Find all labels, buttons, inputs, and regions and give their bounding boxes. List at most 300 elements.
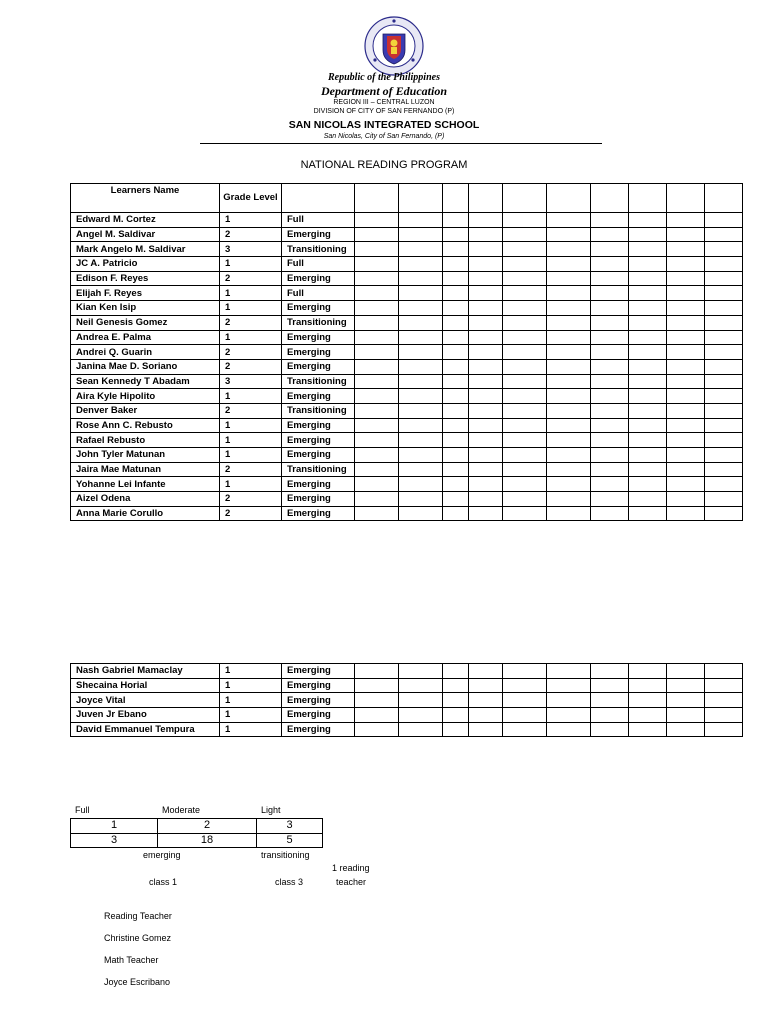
learner-name: Edward M. Cortez xyxy=(71,213,220,228)
grade-level: 1 xyxy=(220,693,282,708)
reading-status: Emerging xyxy=(282,418,355,433)
summary-cell: 1 xyxy=(71,819,158,834)
empty-cell xyxy=(399,418,443,433)
empty-cell xyxy=(547,433,591,448)
empty-cell xyxy=(591,418,629,433)
table-row xyxy=(71,359,743,374)
empty-cell xyxy=(547,403,591,418)
grade-level: 1 xyxy=(220,448,282,463)
empty-cell xyxy=(629,315,667,330)
empty-cell xyxy=(443,213,469,228)
empty-cell xyxy=(547,374,591,389)
empty-cell xyxy=(443,506,469,521)
table-row xyxy=(71,678,743,693)
empty-cell xyxy=(503,315,547,330)
empty-cell xyxy=(503,359,547,374)
reading-status: Full xyxy=(282,257,355,272)
empty-cell xyxy=(667,213,705,228)
empty-cell xyxy=(503,403,547,418)
empty-cell xyxy=(667,448,705,463)
empty-cell xyxy=(399,213,443,228)
grade-level: 2 xyxy=(220,315,282,330)
empty-cell xyxy=(667,506,705,521)
empty-cell xyxy=(705,301,743,316)
learner-name: David Emmanuel Tempura xyxy=(71,722,220,737)
empty-cell xyxy=(705,315,743,330)
empty-cell xyxy=(629,693,667,708)
reading-status: Transitioning xyxy=(282,315,355,330)
grade-level: 1 xyxy=(220,257,282,272)
empty-cell xyxy=(667,708,705,723)
grade-level: 1 xyxy=(220,477,282,492)
empty-cell xyxy=(705,433,743,448)
table-row xyxy=(71,242,743,257)
empty-cell xyxy=(355,506,399,521)
empty-cell xyxy=(705,345,743,360)
reading-status: Full xyxy=(282,286,355,301)
empty-cell xyxy=(399,678,443,693)
division-line: DIVISION OF CITY OF SAN FERNANDO (P) xyxy=(313,108,455,115)
empty-cell xyxy=(667,345,705,360)
staff-reading-teacher-name: Christine Gomez xyxy=(104,933,172,943)
empty-cell xyxy=(503,242,547,257)
summary-table xyxy=(70,818,323,848)
reading-status: Emerging xyxy=(282,301,355,316)
empty-cell xyxy=(355,693,399,708)
empty-cell xyxy=(443,301,469,316)
empty-cell xyxy=(443,330,469,345)
table-row xyxy=(71,477,743,492)
empty-cell xyxy=(399,345,443,360)
empty-cell xyxy=(629,389,667,404)
empty-cell xyxy=(547,477,591,492)
summary-cell: 5 xyxy=(257,833,323,848)
empty-cell xyxy=(469,345,503,360)
empty-cell xyxy=(591,286,629,301)
learner-name: Janina Mae D. Soriano xyxy=(71,359,220,374)
reading-status: Emerging xyxy=(282,664,355,679)
empty-cell xyxy=(443,389,469,404)
empty-cell xyxy=(591,693,629,708)
empty-cell xyxy=(667,271,705,286)
empty-cell xyxy=(469,271,503,286)
empty-cell xyxy=(547,257,591,272)
empty-cell xyxy=(355,448,399,463)
reading-status: Emerging xyxy=(282,433,355,448)
grade-level: 2 xyxy=(220,506,282,521)
grade-level: 2 xyxy=(220,227,282,242)
learner-name: Edison F. Reyes xyxy=(71,271,220,286)
grade-level: 2 xyxy=(220,492,282,507)
learner-name: Yohanne Lei Infante xyxy=(71,477,220,492)
empty-cell xyxy=(443,433,469,448)
empty-cell xyxy=(629,664,667,679)
learner-name: Rafael Rebusto xyxy=(71,433,220,448)
empty-cell xyxy=(591,242,629,257)
learner-name: Joyce Vital xyxy=(71,693,220,708)
reading-status: Emerging xyxy=(282,506,355,521)
empty-cell xyxy=(705,374,743,389)
table-row xyxy=(71,213,743,228)
empty-cell xyxy=(547,664,591,679)
table-row xyxy=(71,257,743,272)
empty-cell xyxy=(591,492,629,507)
empty-cell xyxy=(399,374,443,389)
empty-cell xyxy=(355,315,399,330)
label-transitioning: transitioning xyxy=(261,850,310,860)
empty-cell xyxy=(547,345,591,360)
empty-cell xyxy=(469,374,503,389)
grade-level: 2 xyxy=(220,403,282,418)
empty-cell xyxy=(443,359,469,374)
reading-status: Emerging xyxy=(282,389,355,404)
empty-cell xyxy=(591,227,629,242)
empty-cell xyxy=(629,286,667,301)
empty-cell xyxy=(469,315,503,330)
empty-cell xyxy=(503,374,547,389)
empty-cell xyxy=(503,389,547,404)
empty-cell xyxy=(443,227,469,242)
empty-cell xyxy=(443,257,469,272)
empty-cell xyxy=(469,462,503,477)
empty-cell xyxy=(469,389,503,404)
learner-name: Aira Kyle Hipolito xyxy=(71,389,220,404)
school-address: San Nicolas, City of San Fernando, (P) xyxy=(323,133,445,140)
empty-cell xyxy=(667,389,705,404)
grade-level: 2 xyxy=(220,345,282,360)
empty-cell xyxy=(469,708,503,723)
learner-name: Andrei Q. Guarin xyxy=(71,345,220,360)
learner-name: Juven Jr Ebano xyxy=(71,708,220,723)
empty-cell xyxy=(503,678,547,693)
empty-cell xyxy=(355,492,399,507)
empty-cell xyxy=(705,242,743,257)
empty-cell xyxy=(399,708,443,723)
learner-name: Rose Ann C. Rebusto xyxy=(71,418,220,433)
empty-cell xyxy=(469,492,503,507)
empty-cell xyxy=(469,664,503,679)
empty-cell xyxy=(629,433,667,448)
empty-cell xyxy=(469,359,503,374)
empty-cell xyxy=(443,418,469,433)
empty-cell xyxy=(443,693,469,708)
empty-cell xyxy=(591,664,629,679)
empty-cell xyxy=(443,374,469,389)
empty-cell xyxy=(667,227,705,242)
empty-cell xyxy=(591,389,629,404)
empty-cell xyxy=(469,403,503,418)
empty-cell xyxy=(547,462,591,477)
learner-name: Sean Kennedy T Abadam xyxy=(71,374,220,389)
label-class-1: class 1 xyxy=(149,877,178,887)
empty-cell xyxy=(469,330,503,345)
empty-cell xyxy=(503,448,547,463)
empty-cell xyxy=(629,477,667,492)
empty-cell xyxy=(629,448,667,463)
empty-cell xyxy=(399,257,443,272)
empty-cell xyxy=(399,359,443,374)
empty-cell xyxy=(355,678,399,693)
empty-cell xyxy=(399,242,443,257)
empty-cell xyxy=(667,315,705,330)
empty-cell xyxy=(705,708,743,723)
table-row xyxy=(71,389,743,404)
reading-status: Emerging xyxy=(282,492,355,507)
empty-cell xyxy=(667,242,705,257)
empty-cell xyxy=(355,213,399,228)
learner-name: Shecaina Horial xyxy=(71,678,220,693)
empty-cell xyxy=(443,722,469,737)
empty-cell xyxy=(355,330,399,345)
table-header-row xyxy=(71,184,743,213)
learner-name: Mark Angelo M. Saldivar xyxy=(71,242,220,257)
grade-level: 1 xyxy=(220,664,282,679)
learner-name: John Tyler Matunan xyxy=(71,448,220,463)
empty-cell xyxy=(469,227,503,242)
empty-cell xyxy=(503,433,547,448)
empty-cell xyxy=(591,477,629,492)
table-row xyxy=(71,345,743,360)
empty-cell xyxy=(547,678,591,693)
summary-cell: 3 xyxy=(71,833,158,848)
summary-row xyxy=(71,833,323,848)
empty-cell xyxy=(355,403,399,418)
grade-level: 2 xyxy=(220,271,282,286)
empty-cell xyxy=(443,678,469,693)
empty-cell xyxy=(667,418,705,433)
summary-cell: 3 xyxy=(257,819,323,834)
empty-cell xyxy=(469,477,503,492)
empty-cell xyxy=(629,271,667,286)
empty-cell xyxy=(399,315,443,330)
empty-cell xyxy=(355,345,399,360)
grade-level: 1 xyxy=(220,213,282,228)
note-teacher: teacher xyxy=(336,877,367,887)
learner-name: Elijah F. Reyes xyxy=(71,286,220,301)
empty-cell xyxy=(705,257,743,272)
empty-cell xyxy=(547,242,591,257)
note-reading: 1 reading xyxy=(332,863,370,873)
empty-cell xyxy=(399,301,443,316)
empty-cell xyxy=(705,403,743,418)
empty-cell xyxy=(503,492,547,507)
reading-status: Emerging xyxy=(282,345,355,360)
empty-cell xyxy=(355,477,399,492)
empty-cell xyxy=(469,242,503,257)
learner-name: Kian Ken Isip xyxy=(71,301,220,316)
empty-cell xyxy=(399,403,443,418)
empty-cell xyxy=(547,301,591,316)
empty-cell xyxy=(629,403,667,418)
empty-cell xyxy=(629,492,667,507)
empty-cell xyxy=(667,693,705,708)
learner-name: Neil Genesis Gomez xyxy=(71,315,220,330)
department-line: Department of Education xyxy=(320,84,447,98)
empty-cell xyxy=(667,492,705,507)
region-line: REGION III – CENTRAL LUZON xyxy=(333,99,435,106)
empty-cell xyxy=(591,345,629,360)
grade-level: 3 xyxy=(220,242,282,257)
empty-cell xyxy=(667,462,705,477)
empty-cell xyxy=(443,664,469,679)
empty-cell xyxy=(503,477,547,492)
empty-cell xyxy=(591,359,629,374)
empty-cell xyxy=(547,389,591,404)
summary-cell: 2 xyxy=(158,819,257,834)
empty-cell xyxy=(667,257,705,272)
empty-cell xyxy=(705,389,743,404)
table-row xyxy=(71,418,743,433)
reading-status: Transitioning xyxy=(282,403,355,418)
empty-cell xyxy=(629,213,667,228)
empty-cell xyxy=(591,271,629,286)
empty-cell xyxy=(591,213,629,228)
empty-cell xyxy=(443,242,469,257)
table-row xyxy=(71,693,743,708)
empty-cell xyxy=(355,271,399,286)
reading-status: Transitioning xyxy=(282,242,355,257)
learner-name: Anna Marie Corullo xyxy=(71,506,220,521)
learner-name: Denver Baker xyxy=(71,403,220,418)
empty-cell xyxy=(629,242,667,257)
reading-status: Emerging xyxy=(282,722,355,737)
empty-cell xyxy=(629,257,667,272)
empty-cell xyxy=(547,227,591,242)
empty-cell xyxy=(355,374,399,389)
empty-cell xyxy=(629,374,667,389)
learner-name: Aizel Odena xyxy=(71,492,220,507)
empty-cell xyxy=(399,227,443,242)
empty-cell xyxy=(629,418,667,433)
empty-cell xyxy=(591,257,629,272)
grade-level: 1 xyxy=(220,678,282,693)
learner-name: Andrea E. Palma xyxy=(71,330,220,345)
empty-cell xyxy=(667,301,705,316)
empty-cell xyxy=(629,722,667,737)
empty-cell xyxy=(667,286,705,301)
empty-cell xyxy=(705,678,743,693)
empty-cell xyxy=(629,462,667,477)
empty-cell xyxy=(547,315,591,330)
empty-cell xyxy=(469,506,503,521)
empty-cell xyxy=(591,374,629,389)
empty-cell xyxy=(469,213,503,228)
grade-level: 1 xyxy=(220,301,282,316)
header-learners-name: Learners Name xyxy=(71,184,220,213)
empty-cell xyxy=(469,286,503,301)
empty-cell xyxy=(469,257,503,272)
empty-cell xyxy=(399,722,443,737)
header-blank xyxy=(282,184,355,213)
empty-cell xyxy=(547,722,591,737)
table-row xyxy=(71,315,743,330)
empty-cell xyxy=(443,403,469,418)
empty-cell xyxy=(355,286,399,301)
reading-status: Emerging xyxy=(282,477,355,492)
reading-status: Emerging xyxy=(282,708,355,723)
empty-cell xyxy=(705,448,743,463)
empty-cell xyxy=(591,678,629,693)
empty-cell xyxy=(355,664,399,679)
empty-cell xyxy=(547,330,591,345)
empty-cell xyxy=(629,345,667,360)
republic-line: Republic of the Philippines xyxy=(328,72,440,83)
empty-cell xyxy=(399,693,443,708)
empty-cell xyxy=(503,722,547,737)
reading-status: Full xyxy=(282,213,355,228)
empty-cell xyxy=(399,506,443,521)
empty-cell xyxy=(355,462,399,477)
empty-cell xyxy=(591,722,629,737)
staff-reading-teacher-label: Reading Teacher xyxy=(104,911,172,921)
empty-cell xyxy=(705,418,743,433)
empty-cell xyxy=(629,359,667,374)
empty-cell xyxy=(705,271,743,286)
empty-cell xyxy=(355,708,399,723)
staff-math-teacher-label: Math Teacher xyxy=(104,955,159,965)
empty-cell xyxy=(399,477,443,492)
empty-cell xyxy=(503,345,547,360)
empty-cell xyxy=(547,708,591,723)
empty-cell xyxy=(629,506,667,521)
empty-cell xyxy=(547,693,591,708)
table-row xyxy=(71,286,743,301)
empty-cell xyxy=(629,330,667,345)
empty-cell xyxy=(443,271,469,286)
empty-cell xyxy=(547,448,591,463)
reading-status: Emerging xyxy=(282,678,355,693)
empty-cell xyxy=(503,330,547,345)
empty-cell xyxy=(629,678,667,693)
empty-cell xyxy=(591,506,629,521)
empty-cell xyxy=(399,286,443,301)
empty-cell xyxy=(355,257,399,272)
empty-cell xyxy=(629,708,667,723)
empty-cell xyxy=(355,433,399,448)
empty-cell xyxy=(399,492,443,507)
reading-status: Emerging xyxy=(282,330,355,345)
learner-name: Angel M. Saldivar xyxy=(71,227,220,242)
empty-cell xyxy=(399,462,443,477)
empty-cell xyxy=(469,693,503,708)
deped-seal-icon xyxy=(364,16,424,76)
summary-header-light: Light xyxy=(261,805,281,815)
table-row xyxy=(71,301,743,316)
empty-cell xyxy=(469,678,503,693)
empty-cell xyxy=(503,693,547,708)
empty-cell xyxy=(705,286,743,301)
label-class-3: class 3 xyxy=(275,877,304,887)
empty-cell xyxy=(443,286,469,301)
empty-cell xyxy=(705,722,743,737)
reading-status: Emerging xyxy=(282,448,355,463)
empty-cell xyxy=(443,345,469,360)
empty-cell xyxy=(399,433,443,448)
empty-cell xyxy=(547,286,591,301)
empty-cell xyxy=(503,418,547,433)
grade-level: 1 xyxy=(220,433,282,448)
grade-level: 3 xyxy=(220,374,282,389)
summary-row xyxy=(71,819,323,834)
empty-cell xyxy=(667,359,705,374)
empty-cell xyxy=(591,448,629,463)
empty-cell xyxy=(667,374,705,389)
empty-cell xyxy=(705,477,743,492)
empty-cell xyxy=(705,492,743,507)
empty-cell xyxy=(705,213,743,228)
learners-table xyxy=(70,183,743,521)
reading-status: Transitioning xyxy=(282,374,355,389)
